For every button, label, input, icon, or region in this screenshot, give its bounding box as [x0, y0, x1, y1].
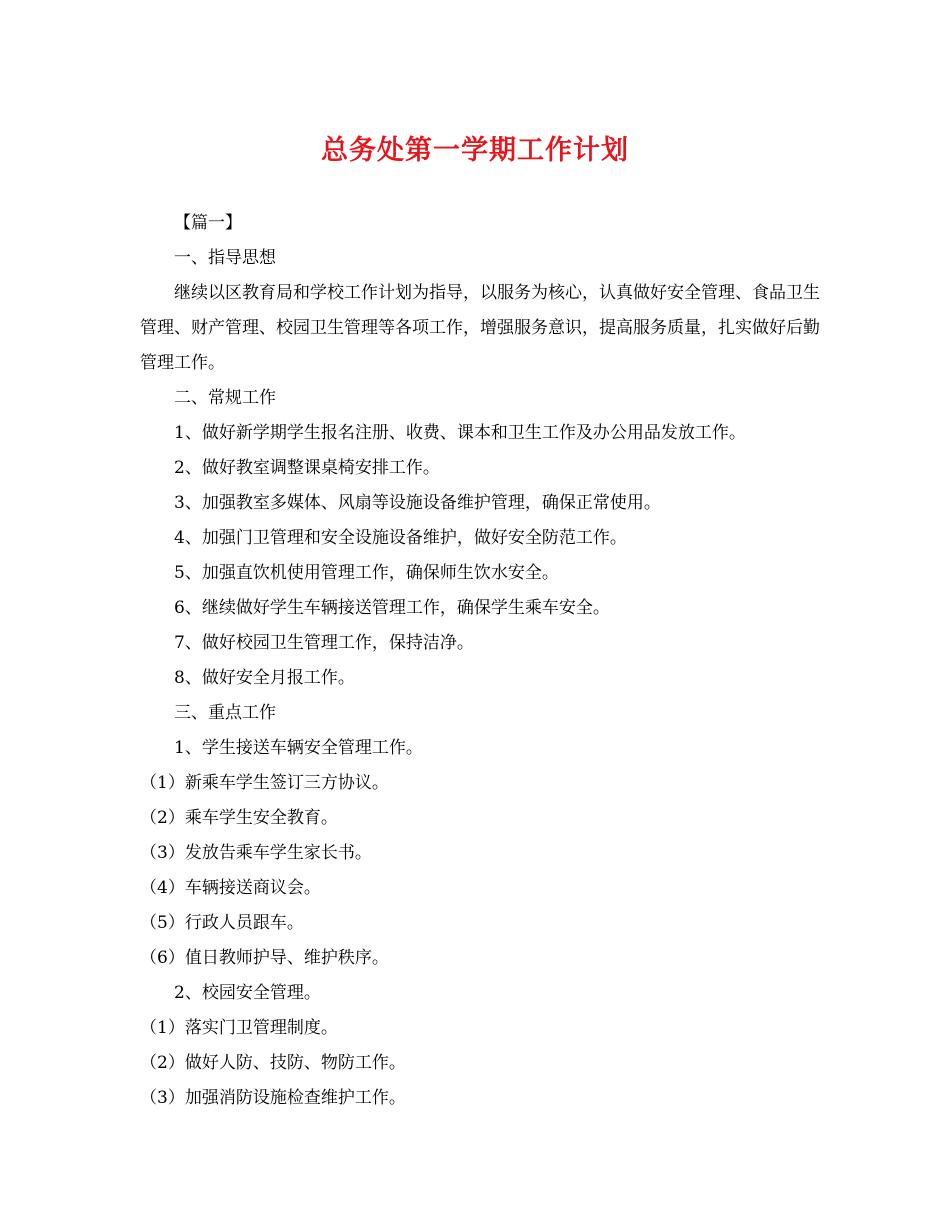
- routine-item: 3、加强教室多媒体、风扇等设施设备维护管理，确保正常使用。: [174, 493, 661, 513]
- document-title: 总务处第一学期工作计划: [321, 135, 629, 166]
- routine-item: 7、做好校园卫生管理工作，保持洁净。: [174, 633, 474, 653]
- key-work-1-item: （6）值日教师护导、维护秩序。: [140, 948, 389, 968]
- key-work-2-title: 2、校园安全管理。: [174, 983, 321, 1003]
- key-work-1-title: 1、学生接送车辆安全管理工作。: [174, 738, 423, 758]
- document-body: [140, 206, 820, 1116]
- key-work-2-item: （2）做好人防、技防、物防工作。: [140, 1053, 406, 1073]
- key-work-1-item: （5）行政人员跟车。: [140, 913, 304, 933]
- key-work-2-item: （3）加强消防设施检查维护工作。: [140, 1088, 406, 1108]
- routine-item: 4、加强门卫管理和安全设施设备维护，做好安全防范工作。: [174, 528, 627, 548]
- guiding-paragraph: 继续以区教育局和学校工作计划为指导，以服务为核心，认真做好安全管理、食品卫生管理、财产管理、校园卫生管理等各项工作，增强服务意识，提高服务质量，扎实做好后勤管理工作。: [140, 283, 820, 373]
- key-work-1-item: （2）乘车学生安全教育。: [140, 808, 338, 828]
- heading-routine: 二、常规工作: [174, 388, 276, 408]
- routine-item: 6、继续做好学生车辆接送管理工作，确保学生乘车安全。: [174, 598, 610, 618]
- key-work-2-item: （1）落实门卫管理制度。: [140, 1018, 338, 1038]
- key-work-1-item: （1）新乘车学生签订三方协议。: [140, 773, 389, 793]
- heading-guiding: 一、指导思想: [174, 248, 276, 268]
- routine-item: 2、做好教室调整课桌椅安排工作。: [174, 458, 440, 478]
- routine-item: 8、做好安全月报工作。: [174, 668, 355, 688]
- key-work-1-item: （4）车辆接送商议会。: [140, 878, 321, 898]
- section-label: 【篇一】: [174, 213, 242, 233]
- heading-key-work: 三、重点工作: [174, 703, 276, 723]
- routine-item: 1、做好新学期学生报名注册、收费、课本和卫生工作及办公用品发放工作。: [174, 423, 746, 443]
- routine-item: 5、加强直饮机使用管理工作，确保师生饮水安全。: [174, 563, 559, 583]
- key-work-1-item: （3）发放告乘车学生家长书。: [140, 843, 372, 863]
